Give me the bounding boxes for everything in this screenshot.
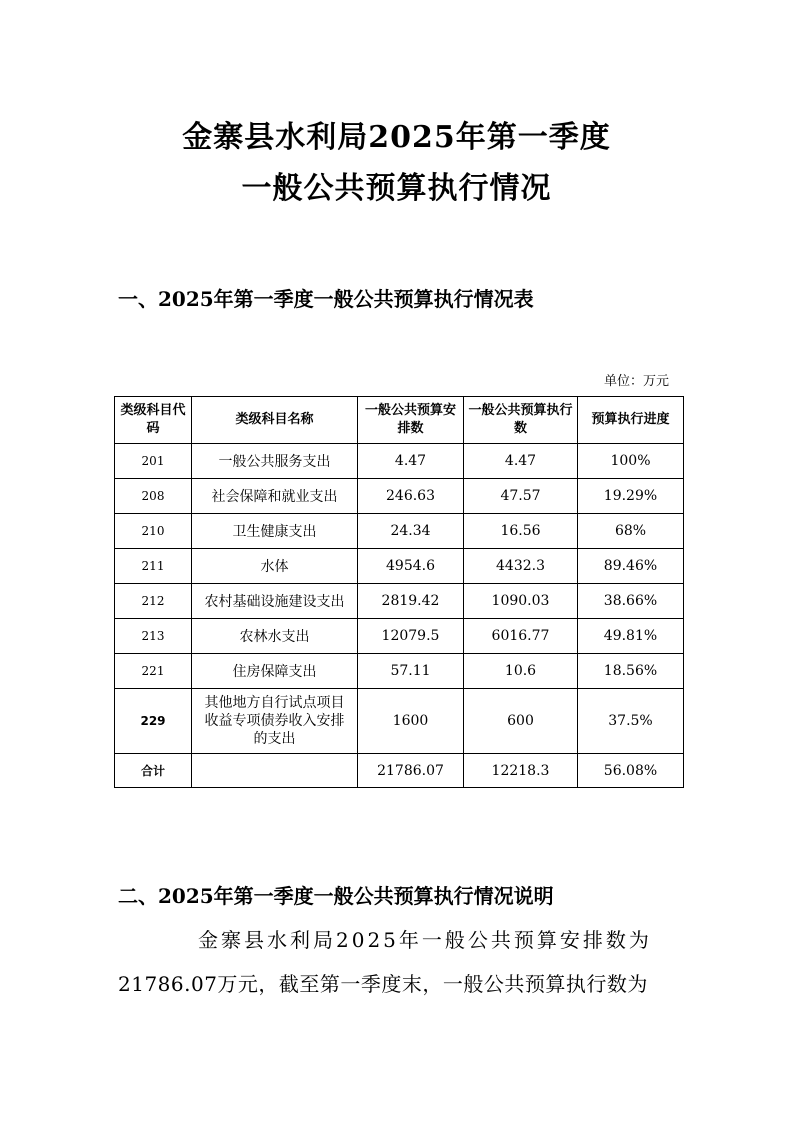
row-code: 208 (115, 479, 192, 514)
row-progress: 68% (578, 514, 684, 549)
row-code: 221 (115, 654, 192, 689)
total-label: 合计 (115, 754, 192, 788)
row-code: 210 (115, 514, 192, 549)
row-code: 212 (115, 584, 192, 619)
total-row (115, 754, 684, 788)
row-executed: 10.6 (464, 654, 578, 689)
row-progress: 18.56% (578, 654, 684, 689)
row-progress: 49.81% (578, 619, 684, 654)
row-executed: 6016.77 (464, 619, 578, 654)
row-name: 农村基础设施建设支出 (192, 584, 358, 619)
row-code: 211 (115, 549, 192, 584)
row-planned: 24.34 (358, 514, 464, 549)
table-row (115, 654, 684, 689)
total-progress: 56.08% (578, 754, 684, 788)
paragraph-line2: 21786.07万元，截至第一季度末，一般公共预算执行数为 (118, 972, 648, 996)
paragraph-line1: 金寨县水利局2025年一般公共预算安排数为 (198, 928, 652, 952)
row-planned: 246.63 (358, 479, 464, 514)
table-row (115, 549, 684, 584)
unit-label: 单位：万元 (603, 374, 669, 389)
table-row (115, 479, 684, 514)
table-row (115, 444, 684, 479)
row-name: 农林水支出 (192, 619, 358, 654)
row-progress: 100% (578, 444, 684, 479)
row-executed: 4432.3 (464, 549, 578, 584)
row-code: 213 (115, 619, 192, 654)
table-row (115, 689, 684, 754)
row-code: 229 (115, 689, 192, 754)
total-executed: 12218.3 (464, 754, 578, 788)
row-progress: 38.66% (578, 584, 684, 619)
row-name: 社会保障和就业支出 (192, 479, 358, 514)
row-planned: 4.47 (358, 444, 464, 479)
row-planned: 12079.5 (358, 619, 464, 654)
header-progress: 预算执行进度 (578, 397, 684, 444)
row-progress: 37.5% (578, 689, 684, 754)
row-name: 一般公共服务支出 (192, 444, 358, 479)
document-title-line1: 金寨县水利局2025年第一季度 (182, 120, 611, 155)
row-executed: 47.57 (464, 479, 578, 514)
row-name: 住房保障支出 (192, 654, 358, 689)
row-progress: 19.29% (578, 479, 684, 514)
row-planned: 4954.6 (358, 549, 464, 584)
header-name: 类级科目名称 (192, 397, 358, 444)
total-name (192, 754, 358, 788)
row-progress: 89.46% (578, 549, 684, 584)
row-executed: 600 (464, 689, 578, 754)
table-header-row (115, 397, 684, 444)
row-executed: 4.47 (464, 444, 578, 479)
budget-table (114, 396, 684, 788)
row-name: 其他地方自行试点项目收益专项债券收入安排的支出 (192, 689, 358, 754)
row-name: 水体 (192, 549, 358, 584)
row-code: 201 (115, 444, 192, 479)
row-planned: 57.11 (358, 654, 464, 689)
header-planned: 一般公共预算安排数 (358, 397, 464, 444)
header-executed: 一般公共预算执行数 (464, 397, 578, 444)
total-planned: 21786.07 (358, 754, 464, 788)
row-executed: 1090.03 (464, 584, 578, 619)
section1-heading: 一、2025年第一季度一般公共预算执行情况表 (118, 287, 534, 311)
table-row (115, 514, 684, 549)
row-name: 卫生健康支出 (192, 514, 358, 549)
table-row (115, 619, 684, 654)
table-row (115, 584, 684, 619)
section2-heading: 二、2025年第一季度一般公共预算执行情况说明 (118, 884, 554, 908)
row-executed: 16.56 (464, 514, 578, 549)
document-title-line2: 一般公共预算执行情况 (241, 171, 552, 206)
row-planned: 2819.42 (358, 584, 464, 619)
header-code: 类级科目代码 (115, 397, 192, 444)
row-planned: 1600 (358, 689, 464, 754)
